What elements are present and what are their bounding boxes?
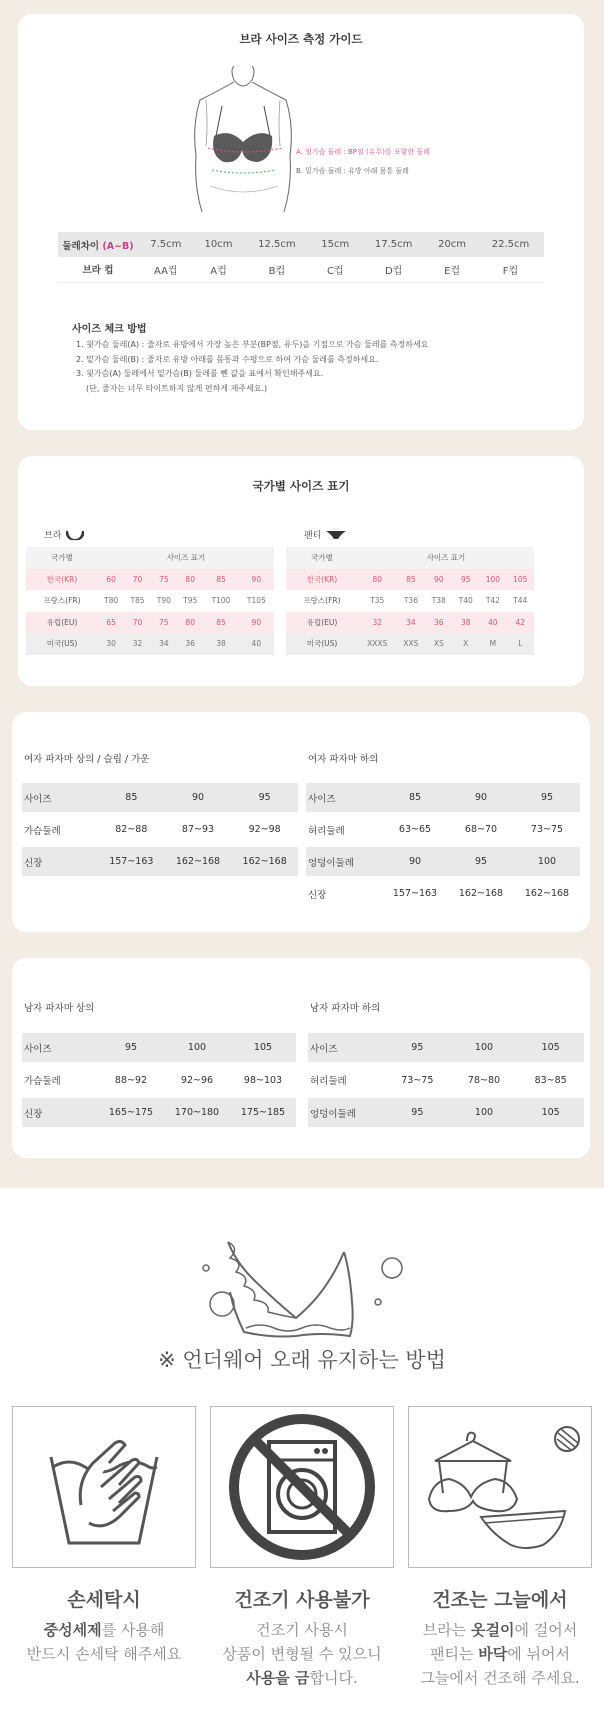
panty-label: 팬티 [304, 531, 322, 541]
women-bottom-title: 여자 파자마 하의 [308, 754, 379, 765]
table-cell: 95 [231, 783, 298, 812]
table-cell: XXS [397, 633, 426, 655]
table-cell: XS [425, 633, 452, 655]
table-cell: 90 [239, 569, 274, 591]
hand-wash-box [12, 1406, 196, 1568]
table-cell: T95 [177, 590, 203, 612]
table-row [26, 590, 274, 612]
care-desc-text: 팬티는 [430, 1645, 479, 1663]
table-cell: 90 [425, 569, 452, 591]
hand-wash-col [4, 1585, 204, 1666]
header-cell: 사이즈 표기 [358, 547, 534, 569]
bra-size-table [26, 547, 274, 655]
table-row [286, 569, 534, 591]
table-cell: 68~70 [448, 812, 514, 847]
table-row [26, 569, 274, 591]
care-heading: ※ 언더웨어 오래 유지하는 방법 [158, 1348, 446, 1372]
table-cell: 34 [151, 633, 177, 655]
table-cell: 95 [384, 1098, 451, 1127]
table-cell: 80 [358, 569, 397, 591]
table-cell: 42 [507, 612, 534, 634]
table-cell: T105 [239, 590, 274, 612]
care-desc-text: 에 걸어서 [514, 1621, 578, 1639]
table-cell: 85 [98, 783, 165, 812]
check-list [76, 338, 428, 396]
table-cell: 175~185 [230, 1098, 296, 1127]
row-label: 유럽(EU) [26, 612, 98, 634]
table-cell: L [507, 633, 534, 655]
panty-size-table [286, 547, 534, 655]
table-cell: 17.5cm [374, 239, 413, 250]
table-cell: 32 [358, 612, 397, 634]
table-cell: T36 [397, 590, 426, 612]
care-desc-text: 상품이 변형될 수 있으니 [222, 1645, 382, 1663]
table-row [306, 783, 580, 812]
check-item: 3. 윗가슴(A) 둘레에서 밑가슴(B) 둘레를 뺀 값을 표에서 확인해주세요. [76, 369, 324, 378]
care-desc-text: 합니다. [309, 1669, 358, 1687]
cup-size-table [58, 232, 544, 283]
row-label: 유럽(EU) [286, 612, 358, 634]
care-desc-text: 브라는 [422, 1621, 472, 1639]
care-desc [4, 1618, 204, 1666]
table-cell: 90 [382, 847, 448, 876]
care-desc-text: 그늘에서 건조해 주세요. [420, 1669, 580, 1687]
table-cell: 85 [382, 783, 448, 812]
table-cell: E컵 [427, 257, 477, 282]
table-cell: T90 [151, 590, 177, 612]
panty-category [304, 528, 347, 541]
header-cell: 국가별 [26, 547, 98, 569]
bra-icon [65, 529, 85, 541]
shade-dry-icon [415, 1417, 585, 1557]
table-row [22, 1033, 296, 1062]
row-label: 사이즈 [306, 783, 382, 812]
table-cell: 100 [164, 1033, 230, 1062]
row-label: 가슴둘레 [22, 812, 98, 847]
table-cell: 105 [507, 569, 534, 591]
table-cell: 82~88 [98, 812, 165, 847]
no-dryer-box [210, 1406, 394, 1568]
table-cell: D컵 [360, 257, 427, 282]
table-row [286, 612, 534, 634]
row-label: 허리둘레 [306, 812, 382, 847]
table-cell: 12.5cm [258, 239, 296, 250]
table-row [26, 547, 274, 569]
table-cell: 85 [203, 569, 238, 591]
row-label: 프랑스(FR) [286, 590, 358, 612]
care-desc-bold: 중성세제 [43, 1621, 102, 1639]
women-top-title: 여자 파자마 상의 / 슬립 / 가운 [24, 754, 150, 765]
table-cell: T100 [203, 590, 238, 612]
men-top-table [22, 1033, 296, 1127]
bra-category [44, 528, 85, 541]
table-row [58, 257, 544, 282]
table-cell: 38 [452, 612, 479, 634]
table-cell: 100 [451, 1098, 518, 1127]
no-dryer-icon [227, 1412, 377, 1562]
table-cell: 157~163 [382, 876, 448, 911]
table-cell: 80 [177, 569, 203, 591]
shade-dry-box [408, 1406, 592, 1568]
table-cell: 65 [98, 612, 124, 634]
table-cell: 36 [425, 612, 452, 634]
table-row [26, 612, 274, 634]
care-desc [202, 1618, 402, 1690]
table-cell: 30 [98, 633, 124, 655]
care-title: 손세탁시 [67, 1589, 141, 1611]
table-cell: 80 [177, 612, 203, 634]
check-title: 사이즈 체크 방법 [72, 324, 147, 335]
table-cell: T44 [507, 590, 534, 612]
table-row [308, 1098, 584, 1127]
table-cell: T80 [98, 590, 124, 612]
table-cell: 70 [124, 569, 150, 591]
table-cell: 38 [203, 633, 238, 655]
table-cell: 98~103 [230, 1062, 296, 1098]
table-cell: 90 [165, 783, 232, 812]
table-cell: 40 [479, 612, 506, 634]
annotation-a: A. 윗가슴 둘레 : BP점 (유두)를 포함한 둘레 [296, 148, 430, 156]
header-cell: 국가별 [286, 547, 358, 569]
table-cell: M [479, 633, 506, 655]
annotation-b: B. 밑가슴 둘레 : 유방 아래 몸통 둘레 [296, 167, 409, 175]
row-label: 허리둘레 [308, 1062, 384, 1098]
table-cell: 85 [203, 612, 238, 634]
care-desc-bold: 옷걸이 [471, 1621, 515, 1639]
table-cell: 10cm [204, 239, 233, 250]
table-cell: A컵 [194, 257, 244, 282]
table-cell: 20cm [438, 239, 467, 250]
row-label: 사이즈 [22, 1033, 98, 1062]
header-cell: 사이즈 표기 [98, 547, 274, 569]
no-dryer-col [202, 1585, 402, 1690]
table-cell: 85 [397, 569, 426, 591]
table-row [308, 1033, 584, 1062]
hand-wash-icon [39, 1427, 169, 1547]
table-row [286, 633, 534, 655]
women-top-table [22, 783, 298, 876]
table-cell: 95 [448, 847, 514, 876]
care-desc-text: 를 사용해 [101, 1621, 165, 1639]
row-label: 미국(US) [26, 633, 98, 655]
table-cell: 162~168 [448, 876, 514, 911]
table-cell: X [452, 633, 479, 655]
table-cell: 63~65 [382, 812, 448, 847]
men-bottom-title: 남자 파자마 하의 [310, 1003, 381, 1014]
table-row [58, 232, 544, 257]
row-label: 가슴둘레 [22, 1062, 98, 1098]
table-cell: 75 [151, 612, 177, 634]
country-title: 국가별 사이즈 표기 [252, 479, 350, 493]
men-top-title: 남자 파자마 상의 [24, 1003, 95, 1014]
table-row [306, 876, 580, 911]
table-row [22, 1062, 296, 1098]
table-row [286, 547, 534, 569]
table-cell: 162~168 [165, 847, 232, 876]
table-cell: F컵 [477, 257, 544, 282]
table-cell: 157~163 [98, 847, 165, 876]
table-cell: 7.5cm [150, 239, 182, 250]
table-cell: 60 [98, 569, 124, 591]
table-cell: AA컵 [138, 257, 194, 282]
table-cell: 105 [517, 1098, 584, 1127]
care-desc-text: 건조기 사용시 [256, 1621, 348, 1639]
care-title: 건조는 그늘에서 [432, 1589, 568, 1611]
table-cell: 162~168 [514, 876, 580, 911]
table-cell: 95 [514, 783, 580, 812]
table-cell: T85 [124, 590, 150, 612]
care-desc-bold: 사용을 금 [246, 1669, 310, 1687]
table-cell: 92~98 [231, 812, 298, 847]
cup-header: 브라 컵 [58, 257, 138, 282]
table-cell: 70 [124, 612, 150, 634]
table-cell: 100 [451, 1033, 518, 1062]
table-row [22, 812, 298, 847]
bra-bubbles-illustration [200, 1232, 410, 1342]
table-cell: C컵 [310, 257, 360, 282]
torso-illustration [186, 66, 296, 216]
row-label: 신장 [22, 1098, 98, 1127]
care-desc-text: 에 뉘어서 [507, 1645, 570, 1663]
table-cell: 32 [124, 633, 150, 655]
table-cell: 90 [239, 612, 274, 634]
table-cell: 34 [397, 612, 426, 634]
table-cell: 73~75 [514, 812, 580, 847]
row-label: 사이즈 [22, 783, 98, 812]
table-cell: 170~180 [164, 1098, 230, 1127]
men-bottom-table [308, 1033, 584, 1127]
row-label: 한국(KR) [26, 569, 98, 591]
table-cell: T35 [358, 590, 397, 612]
table-row [306, 812, 580, 847]
table-row [286, 590, 534, 612]
row-label: 엉덩이둘레 [306, 847, 382, 876]
row-label: 사이즈 [308, 1033, 384, 1062]
care-desc-bold: 바닥 [478, 1645, 508, 1663]
table-cell: XXXS [358, 633, 397, 655]
table-row [22, 783, 298, 812]
row-label: 신장 [22, 847, 98, 876]
table-cell: 95 [98, 1033, 164, 1062]
table-cell: 105 [517, 1033, 584, 1062]
diff-header: 둘레차이 (A~B) [62, 240, 134, 252]
table-cell: 15cm [321, 239, 350, 250]
check-item: 2. 밑가슴 둘레(B) : 줄자로 유방 아래를 몸통과 수평으로 하여 가슴 둘레를 측정하세요. [76, 354, 379, 364]
table-cell: 87~93 [165, 812, 232, 847]
row-label: 미국(US) [286, 633, 358, 655]
table-cell: 165~175 [98, 1098, 164, 1127]
bra-size-guide-card [18, 14, 584, 430]
shade-dry-col [400, 1585, 600, 1690]
row-label: 신장 [306, 876, 382, 911]
check-item: 1. 윗가슴 둘레(A) : 줄자로 유방에서 가장 높은 부분(BP점, 유두)을 기점으로 가슴 둘레를 측정하세요 [76, 340, 429, 349]
table-cell: 73~75 [384, 1062, 451, 1098]
table-cell: 100 [514, 847, 580, 876]
table-row [308, 1062, 584, 1098]
table-cell: 100 [479, 569, 506, 591]
row-label: 프랑스(FR) [26, 590, 98, 612]
table-cell: 83~85 [517, 1062, 584, 1098]
table-cell: T40 [452, 590, 479, 612]
table-cell: 95 [384, 1033, 451, 1062]
table-cell: T38 [425, 590, 452, 612]
care-desc [400, 1618, 600, 1690]
table-cell: 40 [239, 633, 274, 655]
row-label: 엉덩이둘레 [308, 1098, 384, 1127]
check-item: (단, 줄자는 너무 타이트하지 않게 편하게 재주세요.) [86, 383, 268, 393]
table-cell: 92~96 [164, 1062, 230, 1098]
care-desc-text: 반드시 손세탁 해주세요 [26, 1645, 182, 1663]
table-cell: 22.5cm [491, 239, 530, 250]
table-cell: 36 [177, 633, 203, 655]
table-cell: 95 [452, 569, 479, 591]
table-cell: 78~80 [451, 1062, 518, 1098]
row-label: 한국(KR) [286, 569, 358, 591]
table-cell: B컵 [243, 257, 310, 282]
table-row [22, 1098, 296, 1127]
table-cell: 88~92 [98, 1062, 164, 1098]
bra-label: 브라 [44, 531, 62, 541]
table-cell: 90 [448, 783, 514, 812]
table-cell: 105 [230, 1033, 296, 1062]
panty-icon [325, 530, 347, 540]
table-cell: T42 [479, 590, 506, 612]
table-row [22, 847, 298, 876]
guide-title: 브라 사이즈 측정 가이드 [239, 32, 363, 46]
table-row [306, 847, 580, 876]
care-title: 건조기 사용불가 [234, 1589, 370, 1611]
women-bottom-table [306, 783, 580, 911]
table-cell: 162~168 [231, 847, 298, 876]
table-cell: 75 [151, 569, 177, 591]
table-row [26, 633, 274, 655]
